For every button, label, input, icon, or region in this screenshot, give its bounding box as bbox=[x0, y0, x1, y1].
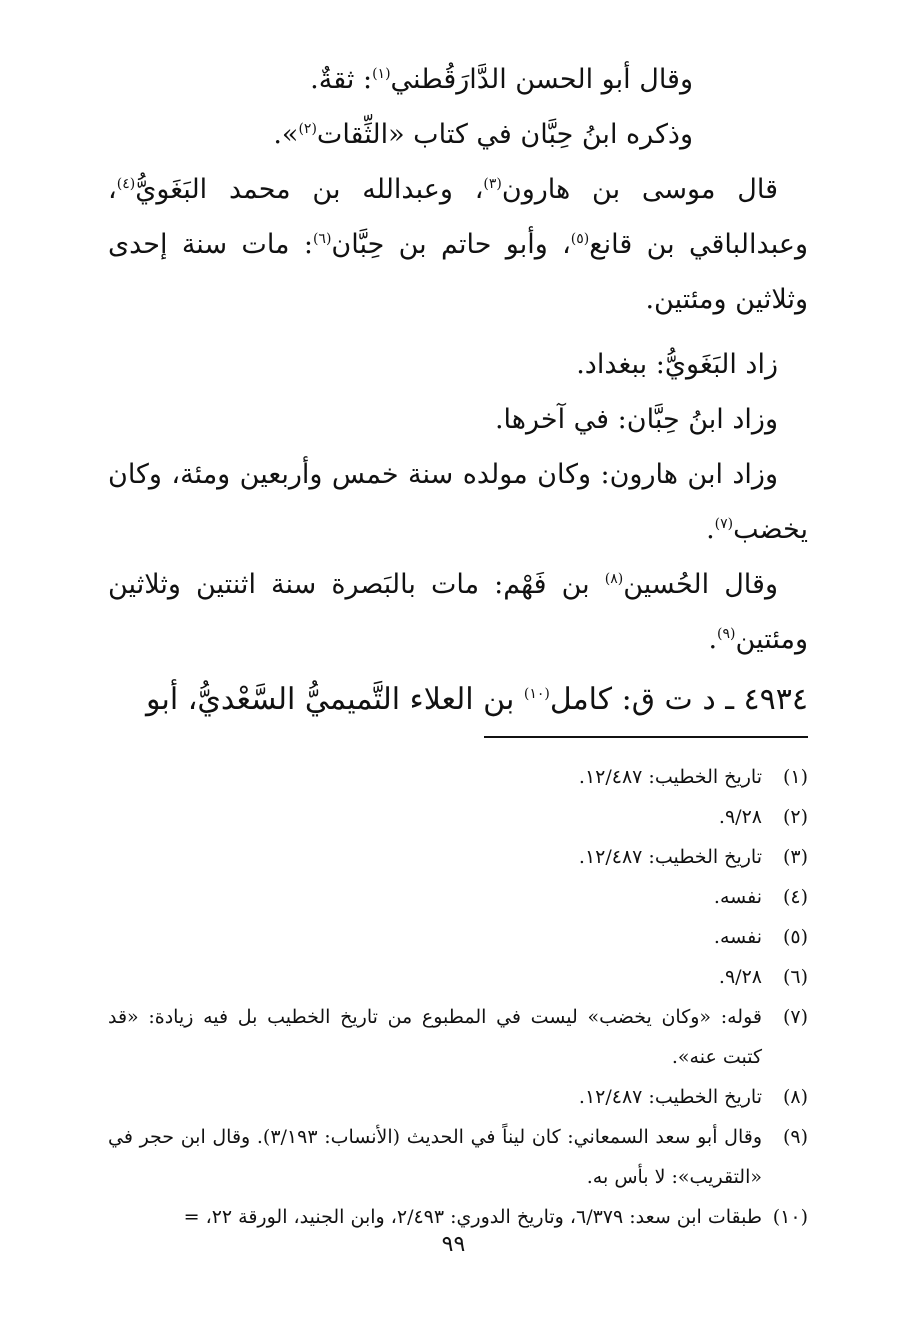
paragraph-baghawi-addition: زاد البَغَويُّ: ببغداد. bbox=[576, 349, 778, 380]
footnote-ref-8[interactable]: (٨) bbox=[604, 571, 624, 587]
footnote-text: ٩/٢٨. bbox=[718, 966, 762, 988]
footnote-text: نفسه. bbox=[713, 926, 762, 948]
paragraph-daraqutni: وقال أبو الحسن الدَّارَقُطني$^{(١)}$: ثقةٌ. bbox=[310, 64, 693, 95]
footnote-ref-6[interactable]: (٦) bbox=[312, 231, 332, 247]
footnote-text: وقال أبو سعد السمعاني: كان ليناً في الحديث (الأنساب: ٣/١٩٣). وقال ابن حجر في «التقريب»: لا بأس به. bbox=[108, 1126, 762, 1188]
footnote-text: تاريخ الخطيب: ١٢/٤٨٧. bbox=[578, 1086, 762, 1108]
footnote-ref-10[interactable]: (١٠) bbox=[523, 686, 550, 702]
page-number: ٩٩ bbox=[441, 1232, 466, 1257]
footnote-text: قوله: «وكان يخضب» ليست في المطبوع من تاريخ الخطيب بل فيه زيادة: «قد كتبت عنه». bbox=[108, 1006, 762, 1068]
footnote-text: نفسه. bbox=[713, 886, 762, 908]
main-text bbox=[108, 52, 808, 667]
footnote-number: (٩) bbox=[782, 1126, 808, 1148]
footnote-number: (٥) bbox=[782, 926, 808, 948]
footnote-9 bbox=[108, 1117, 808, 1197]
paragraph-ibn-harun-addition: وزاد ابن هارون: وكان مولده سنة خمس وأربعين ومئة، وكان يخضب$^{(٧)}$. bbox=[108, 459, 808, 545]
footnote-2 bbox=[108, 797, 808, 837]
footnote-number: (١) bbox=[782, 766, 808, 788]
footnotes bbox=[108, 757, 808, 1237]
paragraph-ibn-hibban-thiqat: وذكره ابنُ حِبَّان في كتاب «الثِّقات$^{(٢)}$». bbox=[273, 119, 693, 150]
footnote-number: (٤) bbox=[782, 886, 808, 908]
footnote-number: (٧) bbox=[782, 1006, 808, 1028]
footnote-ref-7[interactable]: (٧) bbox=[714, 516, 734, 532]
footnote-separator bbox=[484, 736, 808, 738]
footnote-ref-1[interactable]: (١) bbox=[372, 66, 391, 82]
footnote-10 bbox=[108, 1197, 808, 1237]
paragraph-husayn-ibn-fahm: وقال الحُسين$^{(٨)}$ بن فَهْم: مات بالبَصرة سنة اثنتين وثلاثين ومئتين$^{(٩)}$. bbox=[108, 569, 808, 655]
footnote-ref-4[interactable]: (٤) bbox=[116, 176, 136, 192]
paragraph-death-date: قال موسى بن هارون$^{(٣)}$، وعبدالله بن محمد البَغَويُّ$^{(٤)}$، وعبدالباقي بن قانع$^{(٥)}$، وأبو حاتم بن حِبَّان$^{(٦)}$: مات سنة إحدى وثلاثين ومئتين. bbox=[108, 174, 808, 315]
footnote-3 bbox=[108, 837, 808, 877]
entry-heading: ٤٩٣٤ ـ د ت ق: كامل$^{(١٠)}$ بن العلاء التَّميميُّ السَّعْديُّ، أبو bbox=[145, 682, 808, 717]
footnote-number: (٦) bbox=[782, 966, 808, 988]
footnote-text: ٩/٢٨. bbox=[718, 806, 762, 828]
footnote-6 bbox=[108, 957, 808, 997]
footnote-text: تاريخ الخطيب: ١٢/٤٨٧. bbox=[578, 766, 762, 788]
footnote-ref-2[interactable]: (٢) bbox=[298, 121, 317, 137]
paragraph-ibn-hibban-addition: وزاد ابنُ حِبَّان: في آخرها. bbox=[494, 404, 778, 435]
footnote-1 bbox=[108, 757, 808, 797]
footnote-number: (٣) bbox=[782, 846, 808, 868]
footnote-number: (١٠) bbox=[772, 1206, 808, 1228]
footnote-8 bbox=[108, 1077, 808, 1117]
footnote-text: تاريخ الخطيب: ١٢/٤٨٧. bbox=[578, 846, 762, 868]
footnote-text: طبقات ابن سعد: ٦/٣٧٩، وتاريخ الدوري: ٢/٤٩٣، وابن الجنيد، الورقة ٢٢، = bbox=[183, 1206, 762, 1228]
footnote-number: (٨) bbox=[782, 1086, 808, 1108]
footnote-4 bbox=[108, 877, 808, 917]
footnote-ref-9[interactable]: (٩) bbox=[717, 626, 736, 642]
footnote-7 bbox=[108, 997, 808, 1077]
footnote-ref-3[interactable]: (٣) bbox=[483, 176, 502, 192]
footnote-5 bbox=[108, 917, 808, 957]
footnote-ref-5[interactable]: (٥) bbox=[570, 231, 590, 247]
footnote-number: (٢) bbox=[782, 806, 808, 828]
